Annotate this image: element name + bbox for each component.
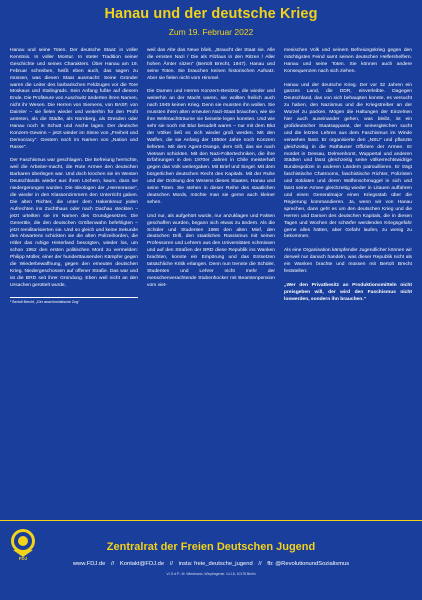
footer-divider xyxy=(0,520,422,521)
website-link[interactable]: www.FDJ.de xyxy=(72,561,106,567)
paragraph: Hanau und seine Toten. Der deutsche Staat: in voller Kenntnis. In voller Montur. In steter Tradition seiner Geschichte und seines Charakters. Über Hanau am 19. Februar schreiben, heißt eben auch, das sagen zu müssen, was diesen Staat ausmacht: Seine Gründer waren die Leiter des barbarischen Feldzuges vor die Tore Moskaus und Stalingrads. Sein Anfang fußte auf diesem Ende. Die Profiteure von Auschwitz änderten ihren Namen, nicht ihr Wesen. Die Herren von Siemens, von BASF, von Daimler – sie fielen wieder und weiterhin für den Profit antreten, als die Städte, als Nürnberg, als Dresden oder Hanau noch in Schutt und Asche lagen. Der deutsche Konzern-Gewinn – jetzt wieder im Sinne von „Freiheit und Democracy“. Gestern noch im Namen von „Nation und Rasse“. xyxy=(10,48,138,150)
header xyxy=(0,0,422,46)
paragraph: Der Faschismus war geschlagen. Die Befreiung herrschte, weil die Arbeiter-macht, die Rote Armee den deutschen Barbaren überlegen war. Und doch krochen sie im Westen Deutschlands wieder aus ihren Löchern, kaum, dass sie niedergerungen wurden. Die Ideologen der „Herrenrasse“, die wieder in den Klassenzimmern den Unterricht gaben. Die alten Richter, die unter dem Hakenkreuz jeden Aufrechten ins Zuchthaus oder nach Dachau steckten – jetzt urteilten sie im Namen des Grundgesetzes. Die Generäle, die den deutschen Größenwahn befehligten – jetzt remilitarisierten sie. Und so gleich und keine Sekunde des Abwartens schickten sie die alten Polizeihorden, die Hitler das ruhige Hinterland besorgten, wieder los, um schon 1952 den ersten politischen Mord zu vermelden: Philipp Müller, einer der hunderttausenden Kämpfer gegen die Wiederbewaffnung, gegen den erneuten deutschen Krieg. Niedergeschossen auf offener Straße. Das war und ist die BRD seit ihrer Gründung. Eben weil nicht an den Ursachen gerüttelt wurde, xyxy=(10,158,138,288)
paragraph: Die Damen und Herren Konzern-Besitzer, die wieder und weiterhin an der Macht waren, sie wollten freilich auch nach 1945 keinen Krieg. Denn sie mussten ihn wollen. Sie mussten ihren alten erneuten Nazi-Staat brauchen, wie sie ihre Weltmachtträume nie beiseite legen konnten. Und wie sehr sie noch mit Blut besudelt waren – nur mit dem Blut der Völker ließ es sich wieder groß werden. Mit den Waffen, die sie Anfang der 1950er Jahre noch Konzern lieferten. Mit dem Agent-Orange, dem Gift, das sie nach Vietnam schickten. Mit den Nazi-Foltertechniken, die ihre Erfahrungen in den 1970er Jahren in Chile meisterhaft gegen das Volk weitergaben. Mit Brief und Siegel. Mit dem bürgerlichen deutschen Recht des Kapitals. Mit der Ruhe und der Ordnung des Wesens dieses Staates. Hanau und seine Toten. Sie stehen in dieser Reihe des staatlichen deutschen Mords, möchte man sie gerne auch kleiner sehen. xyxy=(147,89,275,205)
email-link[interactable]: Kontakt@FDJ.de xyxy=(119,561,165,567)
separator: // xyxy=(258,561,262,567)
organization-name: Zentralrat der Freien Deutschen Jugend xyxy=(106,541,316,553)
facebook-link[interactable]: fb: @RevolutionundSozialismus xyxy=(267,561,350,567)
paragraph: Als eine Organisation kämpfender Jugendlicher können wir derweil nur danach handeln, was dieser Republik nicht als ein Wanken brachte und müssen mit Bertolt Brecht feststellen: xyxy=(284,248,412,274)
paragraph: weil das Alte das Neue blieb, „Braucht der Staat sie. Alle die ernsten Nazi / Die als Filzlaus in den Ritzen / Aller hohen Ämter sitzen“ (Bertolt Brecht, 1947). Hanau und seine Toten. Sie brauchen keinen historischen Aufsatz. Aber sie fielen nicht vom Himmel. xyxy=(147,48,275,81)
footnote: ¹ Bertolt Brecht, „Der anachronistische Zug“ xyxy=(10,297,138,305)
column-3 xyxy=(284,48,412,520)
logo-label: FDJ xyxy=(18,556,28,561)
brecht-quote: „Wer den Privatbesitz an Produktionsmitteln nicht preisgeben will, der wird den Faschismus nicht loswerden, sondern ihn brauchen.“ xyxy=(284,282,412,302)
legal-notice: V.i.S.d.P.: M. Wiedmann, Weydingerstr. 14-16, 10178 Berlin xyxy=(166,572,256,576)
column-1 xyxy=(10,48,138,520)
page-title: Hanau und der deutsche Krieg xyxy=(104,6,318,22)
contact-line xyxy=(0,561,422,567)
footer xyxy=(0,523,422,600)
paragraph: mesischen Volk und seinem Befreiungskrieg gegen den mächtigsten Feind samt seinen deutschen Helfershelfern. Hanau und seine Toten. Sie können auch andere Konsequenzen nach sich ziehen. xyxy=(284,48,412,74)
paragraph: Und nur, als aufgehört wurde, nur anzuklagen und Fakten geschaffen wurden, begann sich etwas zu ändern. Als die Schüler und Studenten 1968 den alten Mief, den deutschen Drill, den staatlichen Rassismus mit seinen Professoren und Lehrern aus den Universitäten schmissen und auf den Straßen der BRD diese Republik ins Wanken brachten, konnte ein Empörung und das Entsetzen tatsächliche Kritik erlangen. Denn nun trennte die Schüler, Studenten und Lehrer nicht mehr der menschenverachtende Stubenhocker mit Beamtenpension vom viet- xyxy=(147,213,275,288)
separator: // xyxy=(111,561,115,567)
column-2 xyxy=(147,48,275,520)
article-body xyxy=(10,48,412,520)
date-line: Zum 19. Februar 2022 xyxy=(168,27,254,37)
instagram-link[interactable]: insta: freie_deutsche_jugend xyxy=(178,561,253,567)
separator: // xyxy=(169,561,173,567)
paragraph: Hanau und der deutsche Krieg. Der vor 32 Jahren ein ganzes Land, die DDR, einverleibte. Dagegen Deutschland, das von sich behaupten konnte, es versucht zu haben, den Nazismus und die Kriegstreiber an der Wurzel zu packen. Mögen die Haltungen der Einzelnen hier auch auseinander gehen, was bleibt, ist ein großdeutscher Staatsapparat, der seinesgleichen sucht und die letzten Lehren aus dem Faschismus im Winde verwehen lässt. Er organisierte den „NSU“ und pflanzte gleichzeitig in die Rathäuser Offiziere der Armee. Er mordet in Dessau, Delmenhorst, Wuppertal und anderen Städten und lässt gleichzeitig seine völkerrechtswidrige Bundespolizei in anderen Ländern patrouillieren. Er trägt faschistische Chatrooms, faschistische Richter, Polizisten und Soldaten und deren Waffenschmuggel in sich und lässt seine Armee gleichzeitig wieder in Litauen auffahren und einen Generalmajor einen Kriegsstab über die Regierung kommandieren. Ja, wenn wir von Hanau sprechen, dann geht es um den deutschen Krieg und die Herren und Damen des deutschen Kapitals, die in diesen Tagen und Wochen der schärfer werdenden Kriegsgefahr gerne alles hätten, aber Gefahr laufen, zu wenig zu bekommen. xyxy=(284,82,412,240)
